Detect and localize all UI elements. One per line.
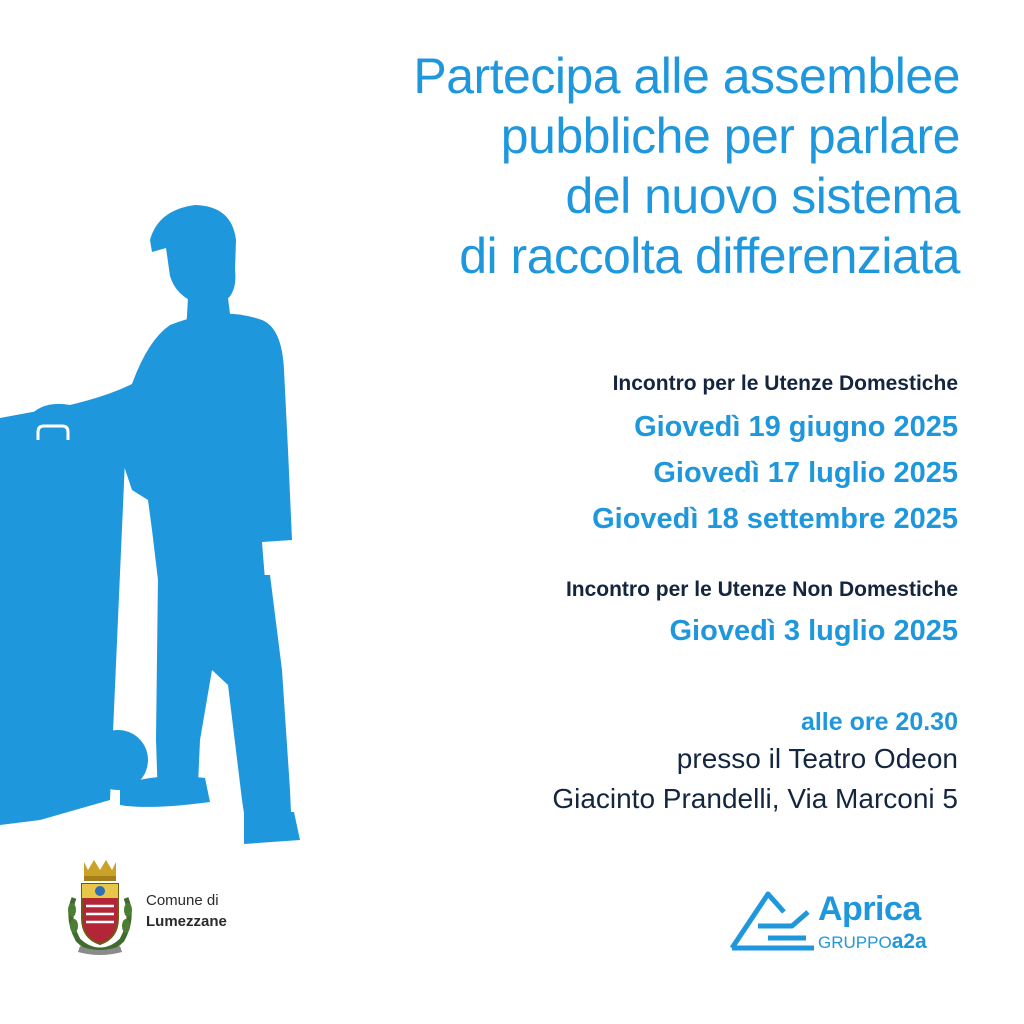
aprica-logo (728, 888, 958, 958)
aprica-mark-icon (728, 888, 818, 952)
aprica-group-brand: a2a (891, 930, 927, 953)
headline-line-3: del nuovo sistema (565, 168, 960, 224)
headline-line-1: Partecipa alle assemblee (413, 48, 960, 104)
domestic-date-3: Giovedì 18 settembre 2025 (592, 503, 958, 535)
domestic-meetings (592, 372, 958, 542)
aprica-group (818, 930, 927, 954)
headline-line-4: di raccolta differenziata (459, 228, 960, 284)
comune-name (146, 890, 227, 932)
comune-line-2: Lumezzane (146, 913, 227, 930)
non-domestic-date-1: Giovedì 3 luglio 2025 (669, 615, 958, 647)
aprica-name: Aprica (818, 890, 921, 928)
domestic-heading: Incontro per le Utenze Domestiche (612, 372, 958, 395)
event-venue: presso il Teatro Odeon (676, 743, 958, 774)
domestic-date-1: Giovedì 19 giugno 2025 (634, 411, 958, 443)
event-location (552, 708, 958, 819)
domestic-date-2: Giovedì 17 luglio 2025 (653, 457, 958, 489)
aprica-group-label: GRUPPO (818, 933, 892, 952)
coat-of-arms-icon (64, 858, 136, 956)
non-domestic-heading: Incontro per le Utenze Non Domestiche (565, 578, 958, 601)
event-time: alle ore 20.30 (800, 708, 958, 736)
non-domestic-meetings (566, 578, 958, 654)
comune-logo (64, 858, 294, 958)
worker-with-bin-illustration (0, 200, 310, 850)
headline-line-2: pubbliche per parlare (500, 108, 960, 164)
event-address: Giacinto Prandelli, Via Marconi 5 (552, 783, 958, 814)
comune-line-1: Comune di (146, 892, 219, 909)
headline (220, 46, 960, 286)
